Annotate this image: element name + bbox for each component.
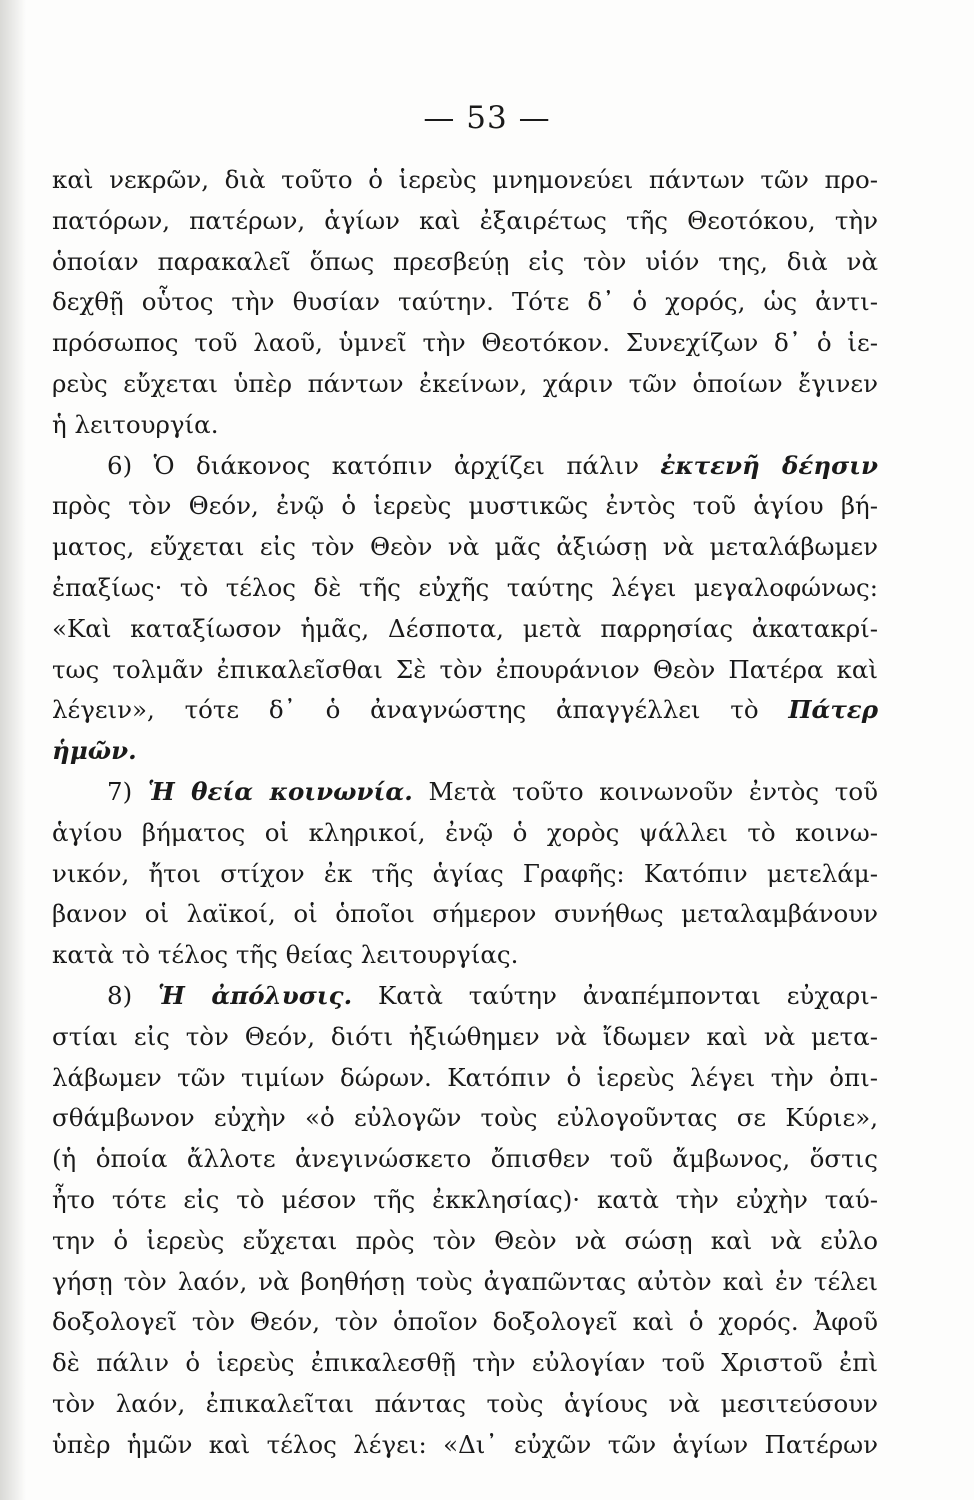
text-line — [52, 1139, 878, 1180]
text-line — [52, 935, 878, 976]
text-run: τὸν λαόν, ἐπικαλεῖται πάντας τοὺς ἁγίους νὰ μεσιτεύσουν — [52, 1388, 878, 1418]
text-line — [52, 1343, 878, 1384]
text-line — [52, 1098, 878, 1139]
text-run: πρὸς τὸν Θεόν, ἐνῷ ὁ ἱερεὺς μυστικῶς ἐντὸς τοῦ ἁγίου βή- — [52, 491, 878, 521]
text-line — [52, 1302, 878, 1343]
text-line — [52, 813, 878, 854]
text-run: στίαι εἰς τὸν Θεόν, διότι ἠξιώθημεν νὰ ἴδωμεν καὶ νὰ μετα- — [52, 1021, 878, 1051]
text-line — [52, 486, 878, 527]
text-run: καὶ νεκρῶν, διὰ τοῦτο ὁ ἱερεὺς μνημονεύει πάντων τῶν προ- — [52, 165, 878, 194]
text-line — [52, 854, 878, 895]
page-number: — 53 — — [423, 100, 551, 136]
text-line — [52, 1017, 878, 1058]
text-run: δεχθῇ οὗτος τὴν θυσίαν ταύτην. Τότε δ᾽ ὁ χορός, ὡς ἀντι- — [52, 287, 878, 317]
text-run: Κατὰ ταύτην ἀναπέμπονται εὐχαρι- — [352, 980, 878, 1010]
text-run: 8) — [107, 980, 159, 1010]
text-run: ἐπαξίως· τὸ τέλος δὲ τῆς εὐχῆς ταύτης λέγει μεγαλοφώνως: — [52, 572, 878, 602]
text-line — [52, 160, 878, 201]
text-run: την ὁ ἱερεὺς εὔχεται πρὸς τὸν Θεὸν νὰ σώσῃ καὶ νὰ εὐλο — [52, 1225, 878, 1255]
text-run: «Καὶ καταξίωσον ἡμᾶς, Δέσποτα, μετὰ παρρησίας ἀκατακρί- — [52, 613, 878, 643]
text-line — [52, 364, 878, 405]
text-line — [52, 323, 878, 364]
text-run: ὁποίαν παρακαλεῖ ὅπως πρεσβεύῃ εἰς τὸν υἱόν της, διὰ νὰ — [52, 246, 878, 276]
text-line — [52, 894, 878, 935]
text-run: γήσῃ τὸν λαόν, νὰ βοηθήσῃ τοὺς ἀγαπῶντας αὐτὸν καὶ ἐν τέλει — [52, 1266, 878, 1296]
text-run: ὑπὲρ ἡμῶν καὶ τέλος λέγει: «Δι᾽ εὐχῶν τῶν ἁγίων Πατέρων — [52, 1429, 878, 1459]
text-run: Μετὰ τοῦτο κοινωνοῦν ἐντὸς τοῦ — [412, 776, 879, 806]
text-line — [52, 201, 878, 242]
text-line — [52, 976, 878, 1017]
text-run: πατόρων, πατέρων, ἁγίων καὶ ἐξαιρέτως τῆς Θεοτόκου, τὴν — [52, 205, 878, 235]
text-line — [52, 1058, 878, 1099]
text-run: 7) — [107, 776, 148, 806]
text-line — [52, 1384, 878, 1425]
text-run: λάβωμεν τῶν τιμίων δώρων. Κατόπιν ὁ ἱερεὺς λέγει τὴν ὀπι- — [52, 1062, 878, 1092]
text-run: δοξολογεῖ τὸν Θεόν, τὸν ὁποῖον δοξολογεῖ καὶ ὁ χορός. Ἀφοῦ — [52, 1307, 878, 1337]
emphasized-text: Πάτερ — [788, 695, 878, 725]
emphasized-text: ἐκτενῆ δέησιν — [660, 450, 878, 480]
text-run: ἁγίου βήματος οἱ κληρικοί, ἐνῷ ὁ χορὸς ψάλλει τὸ κοινω- — [52, 817, 878, 847]
text-run: νικόν, ἤτοι στίχον ἐκ τῆς ἁγίας Γραφῆς: Κατόπιν μετελάμ- — [52, 858, 878, 888]
text-line — [52, 282, 878, 323]
text-run: κατὰ τὸ τέλος τῆς θείας λειτουργίας. — [52, 940, 519, 970]
text-line — [52, 731, 878, 772]
body-text — [52, 160, 878, 1466]
text-line — [52, 772, 878, 813]
text-run: πρόσωπος τοῦ λαοῦ, ὑμνεῖ τὴν Θεοτόκον. Συνεχίζων δ᾽ ὁ ἱε- — [52, 328, 878, 358]
emphasized-text: Ἡ θεία κοινωνία. — [147, 776, 413, 806]
text-line — [52, 650, 878, 691]
text-run: (ἡ ὁποία ἄλλοτε ἀνεγινώσκετο ὄπισθεν τοῦ ἄμβωνος, ὅστις — [52, 1144, 878, 1174]
text-run: ματος, εὔχεται εἰς τὸν Θεὸν νὰ μᾶς ἀξιώσῃ νὰ μεταλάβωμεν — [52, 532, 878, 562]
text-line — [52, 446, 878, 487]
text-line — [52, 1221, 878, 1262]
text-line — [52, 527, 878, 568]
text-line — [52, 568, 878, 609]
text-run: 6) Ὁ διάκονος κατόπιν ἀρχίζει πάλιν — [107, 450, 661, 480]
emphasized-text: ἡμῶν. — [52, 736, 137, 766]
text-line — [52, 242, 878, 283]
binding-edge — [0, 0, 26, 1500]
text-run: δὲ πάλιν ὁ ἱερεὺς ἐπικαλεσθῇ τὴν εὐλογίαν τοῦ Χριστοῦ ἐπὶ — [52, 1348, 878, 1378]
text-line — [52, 405, 878, 446]
text-run: τως τολμᾶν ἐπικαλεῖσθαι Σὲ τὸν ἐπουράνιον Θεὸν Πατέρα καὶ — [52, 654, 878, 684]
text-line — [52, 690, 878, 731]
text-run: ἡ λειτουργία. — [52, 409, 219, 439]
emphasized-text: Ἡ ἀπόλυσις. — [158, 980, 353, 1010]
text-run: ἦτο τότε εἰς τὸ μέσον τῆς ἐκκλησίας)· κατὰ τὴν εὐχὴν ταύ- — [52, 1184, 878, 1214]
text-line — [52, 1425, 878, 1466]
text-run: σθάμβωνον εὐχὴν «ὁ εὐλογῶν τοὺς εὐλογοῦντας σε Κύριε», — [52, 1103, 878, 1133]
text-run: λέγειν», τότε δ᾽ ὁ ἀναγνώστης ἀπαγγέλλει τὸ — [52, 695, 789, 725]
text-run: βανον οἱ λαϊκοί, οἱ ὁποῖοι σήμερον συνήθως μεταλαμβάνουν — [52, 899, 878, 929]
text-run: ρεὺς εὔχεται ὑπὲρ πάντων ἐκείνων, χάριν τῶν ὁποίων ἔγινεν — [52, 368, 878, 398]
text-line — [52, 1262, 878, 1303]
text-line — [52, 609, 878, 650]
text-line — [52, 1180, 878, 1221]
